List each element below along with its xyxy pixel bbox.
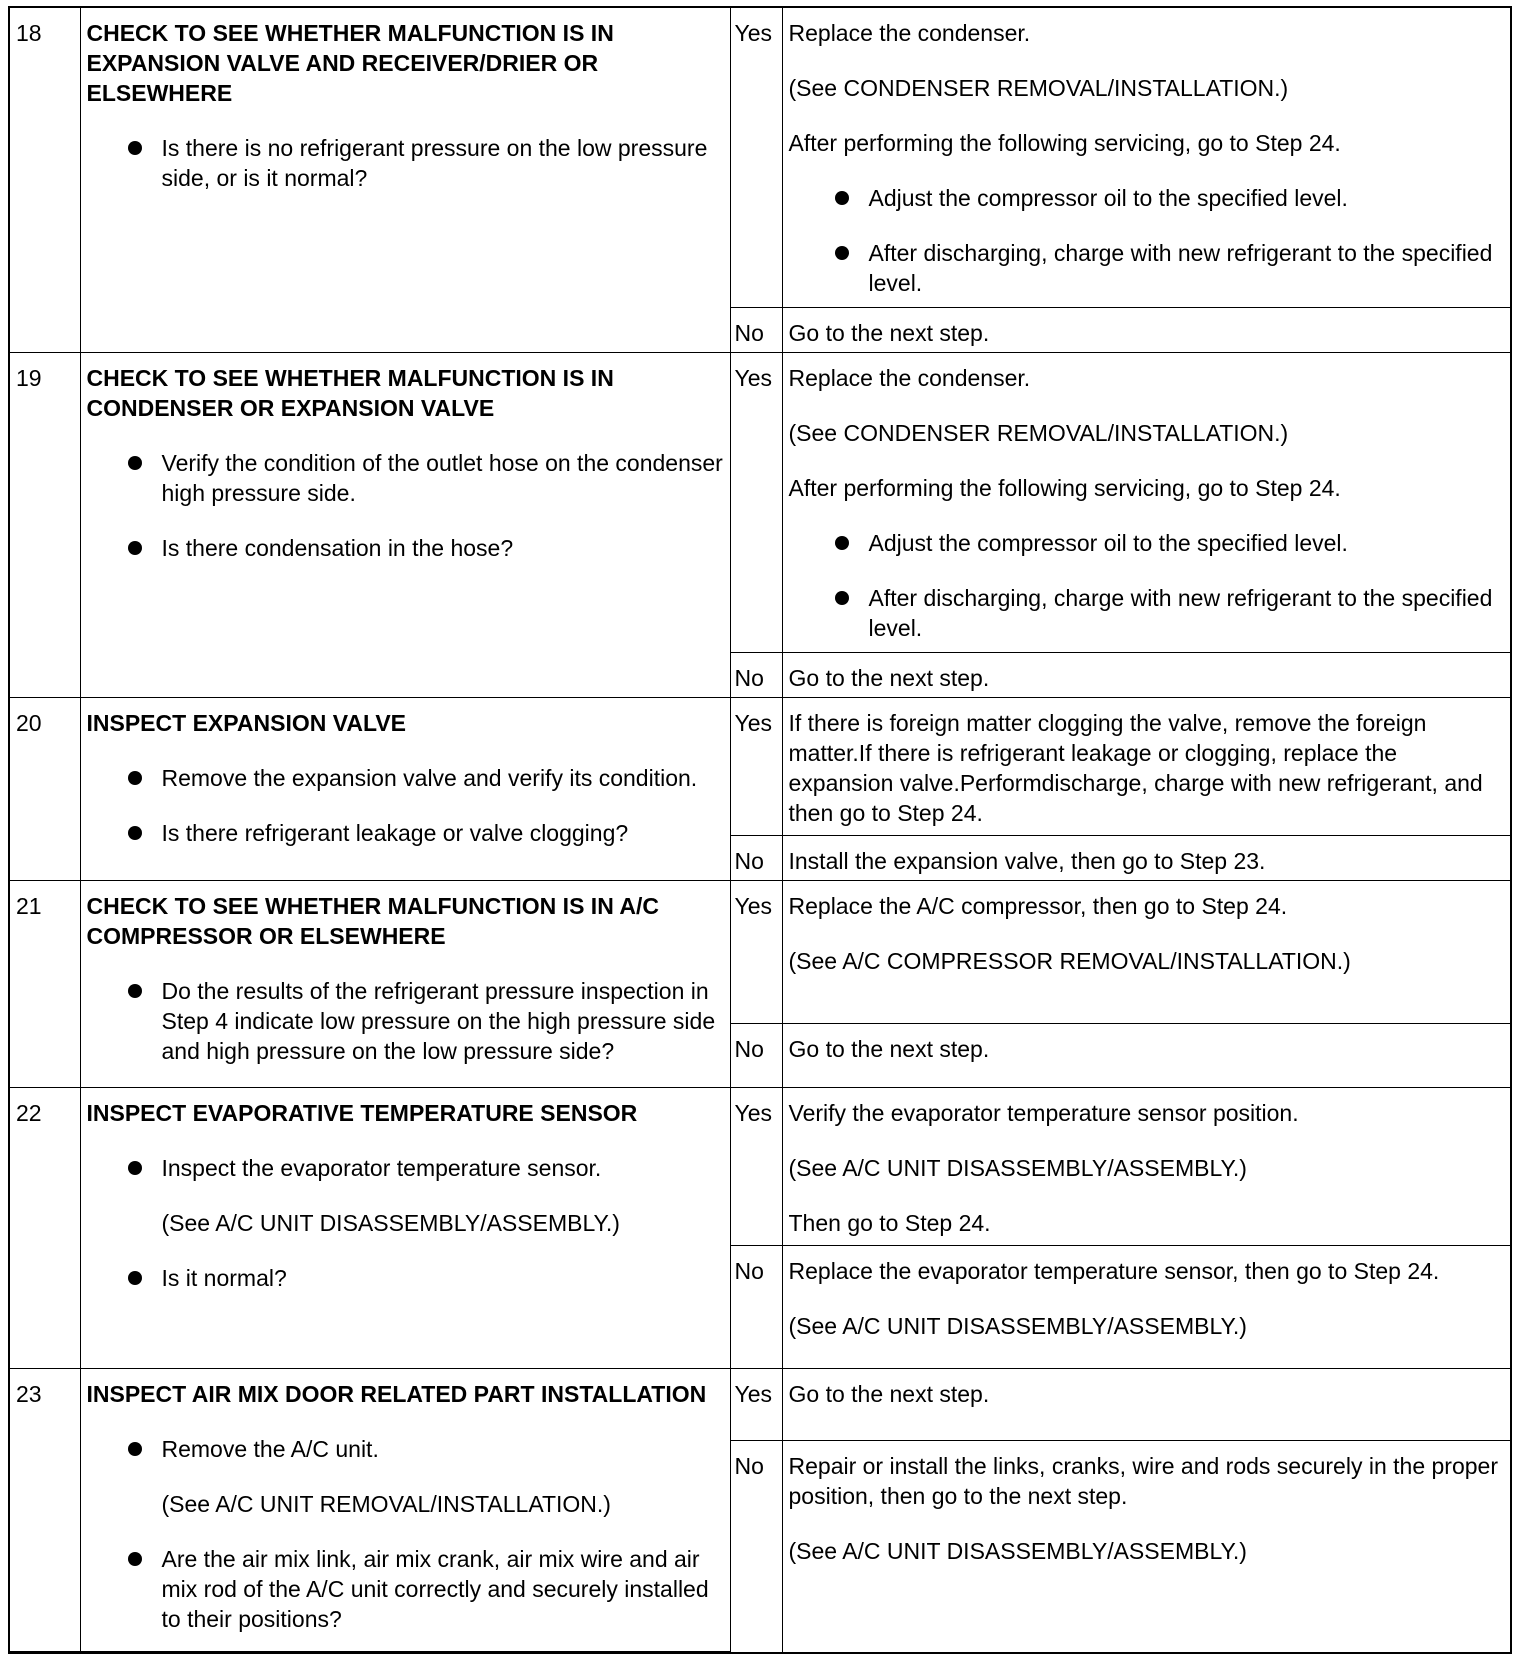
action-text: Is there refrigerant leakage or valve clogging? bbox=[161, 820, 629, 847]
action-text: Is there is no refrigerant pressure on the low pressure side, or is it normal? bbox=[161, 135, 708, 191]
step-title: CHECK TO SEE WHETHER MALFUNCTION IS IN A/C COMPRESSOR OR ELSEWHERE bbox=[86, 893, 659, 950]
no-result bbox=[782, 835, 1510, 881]
yes-label: Yes bbox=[730, 1368, 782, 1440]
yes-result-text: If there is foreign matter clogging the valve, remove the foreign matter.If there is refrigerant leakage or clogging, replace the expansion valve.Performdischarge, charge with new refrigerant, and then go to Step 24. bbox=[788, 710, 1483, 827]
step-action bbox=[80, 881, 730, 1088]
action-item bbox=[162, 976, 724, 1066]
step-action bbox=[80, 8, 730, 353]
no-label: No bbox=[730, 835, 782, 881]
yes-result-item bbox=[869, 528, 1505, 558]
action-list bbox=[87, 763, 724, 848]
action-list bbox=[87, 1153, 724, 1293]
step-action bbox=[80, 1088, 730, 1368]
step-title: CHECK TO SEE WHETHER MALFUNCTION IS IN CONDENSER OR EXPANSION VALVE bbox=[86, 365, 614, 422]
step-number: 18 bbox=[10, 8, 80, 353]
bullet-icon bbox=[128, 984, 142, 998]
action-item bbox=[162, 1263, 724, 1293]
action-reference: (See A/C UNIT DISASSEMBLY/ASSEMBLY.) bbox=[161, 1210, 620, 1237]
yes-label: Yes bbox=[730, 8, 782, 307]
action-list bbox=[87, 1434, 724, 1634]
no-result bbox=[782, 652, 1510, 698]
yes-result-text: After performing the following servicing, go to Step 24. bbox=[788, 475, 1341, 502]
action-text: Remove the expansion valve and verify its condition. bbox=[161, 765, 698, 792]
action-text: Remove the A/C unit. bbox=[161, 1435, 379, 1462]
yes-result bbox=[782, 1088, 1510, 1245]
yes-result bbox=[782, 353, 1510, 653]
no-result-text: Go to the next step. bbox=[788, 664, 990, 691]
step-row bbox=[10, 353, 1510, 653]
action-text: Verify the condition of the outlet hose on the condenser high pressure side. bbox=[161, 450, 723, 507]
yes-label: Yes bbox=[730, 698, 782, 835]
yes-result-item-text: After discharging, charge with new refrigerant to the specified level. bbox=[868, 240, 1493, 296]
yes-result-text: Go to the next step. bbox=[788, 1380, 990, 1407]
yes-result-text: After performing the following servicing, go to Step 24. bbox=[788, 130, 1341, 156]
no-label: No bbox=[730, 1024, 782, 1088]
no-result bbox=[782, 1245, 1510, 1368]
step-number: 23 bbox=[10, 1368, 80, 1651]
action-item bbox=[162, 1153, 724, 1238]
yes-result-text: Replace the condenser. bbox=[788, 20, 1031, 46]
no-result-text: Repair or install the links, cranks, wire and rods securely in the proper position, then go to the next step. bbox=[788, 1452, 1498, 1509]
bullet-icon bbox=[835, 536, 849, 550]
step-row bbox=[10, 698, 1510, 835]
bullet-icon bbox=[128, 771, 142, 785]
action-item bbox=[162, 1434, 724, 1519]
yes-result bbox=[782, 1368, 1510, 1440]
action-text: Inspect the evaporator temperature sensor. bbox=[161, 1155, 602, 1182]
yes-result-text: (See CONDENSER REMOVAL/INSTALLATION.) bbox=[788, 420, 1289, 447]
step-action bbox=[80, 698, 730, 881]
action-item bbox=[162, 533, 724, 563]
action-reference: (See A/C UNIT REMOVAL/INSTALLATION.) bbox=[161, 1490, 611, 1517]
yes-result-text: Replace the A/C compressor, then go to Step 24. bbox=[788, 893, 1288, 920]
step-title: INSPECT AIR MIX DOOR RELATED PART INSTALLATION bbox=[86, 1380, 707, 1407]
yes-result-text: Then go to Step 24. bbox=[788, 1210, 991, 1237]
no-label: No bbox=[730, 652, 782, 698]
no-result bbox=[782, 307, 1510, 353]
step-number: 22 bbox=[10, 1088, 80, 1368]
step-row bbox=[10, 1088, 1510, 1245]
step-row bbox=[10, 881, 1510, 1024]
bullet-icon bbox=[835, 191, 849, 205]
no-label: No bbox=[730, 1245, 782, 1368]
yes-result-item-text: Adjust the compressor oil to the specified level. bbox=[868, 185, 1348, 211]
bullet-icon bbox=[835, 246, 849, 260]
troubleshooting-table-frame bbox=[8, 6, 1512, 1654]
yes-result-item bbox=[869, 183, 1505, 213]
no-result bbox=[782, 1440, 1510, 1651]
step-row bbox=[10, 8, 1510, 307]
yes-result-item bbox=[869, 238, 1505, 298]
action-item bbox=[162, 133, 724, 193]
yes-result-list bbox=[789, 528, 1505, 643]
no-result bbox=[782, 1024, 1510, 1088]
bullet-icon bbox=[128, 456, 142, 470]
step-action bbox=[80, 353, 730, 698]
yes-result-text: (See A/C COMPRESSOR REMOVAL/INSTALLATION.) bbox=[788, 948, 1351, 975]
action-text: Is there condensation in the hose? bbox=[161, 535, 514, 562]
step-number: 19 bbox=[10, 353, 80, 698]
yes-label: Yes bbox=[730, 353, 782, 653]
step-number: 20 bbox=[10, 698, 80, 881]
action-item bbox=[162, 763, 724, 793]
yes-result bbox=[782, 881, 1510, 1024]
yes-label: Yes bbox=[730, 881, 782, 1024]
yes-result bbox=[782, 698, 1510, 835]
no-label: No bbox=[730, 1440, 782, 1651]
action-list bbox=[87, 976, 724, 1066]
step-number: 21 bbox=[10, 881, 80, 1088]
yes-result-item bbox=[869, 583, 1505, 643]
action-text: Is it normal? bbox=[161, 1265, 287, 1292]
action-item bbox=[162, 448, 724, 508]
yes-result-list bbox=[789, 183, 1505, 298]
yes-result bbox=[782, 8, 1510, 307]
action-list bbox=[87, 133, 724, 193]
no-result-text: Replace the evaporator temperature sensor, then go to Step 24. bbox=[788, 1257, 1440, 1284]
no-result-text: (See A/C UNIT DISASSEMBLY/ASSEMBLY.) bbox=[788, 1312, 1247, 1339]
yes-result-item-text: Adjust the compressor oil to the specified level. bbox=[868, 530, 1348, 557]
yes-result-text: (See A/C UNIT DISASSEMBLY/ASSEMBLY.) bbox=[788, 1155, 1247, 1182]
action-text: Do the results of the refrigerant pressure inspection in Step 4 indicate low pressure on the high pressure side and high pressure on the low pressure side? bbox=[161, 978, 716, 1065]
yes-label: Yes bbox=[730, 1088, 782, 1245]
yes-result-item-text: After discharging, charge with new refrigerant to the specified level. bbox=[868, 585, 1493, 642]
bullet-icon bbox=[835, 591, 849, 605]
no-label: No bbox=[730, 307, 782, 353]
no-result-text: Install the expansion valve, then go to Step 23. bbox=[788, 847, 1266, 874]
yes-result-text: (See CONDENSER REMOVAL/INSTALLATION.) bbox=[788, 75, 1289, 101]
bullet-icon bbox=[128, 1271, 142, 1285]
bullet-icon bbox=[128, 1161, 142, 1175]
bullet-icon bbox=[128, 141, 142, 155]
bullet-icon bbox=[128, 1442, 142, 1456]
bullet-icon bbox=[128, 541, 142, 555]
troubleshooting-table bbox=[10, 8, 1510, 1652]
no-result-text: Go to the next step. bbox=[788, 1036, 990, 1063]
action-item bbox=[162, 1544, 724, 1634]
yes-result-text: Verify the evaporator temperature sensor position. bbox=[788, 1100, 1299, 1127]
no-result-text: (See A/C UNIT DISASSEMBLY/ASSEMBLY.) bbox=[788, 1537, 1247, 1564]
step-title: INSPECT EXPANSION VALVE bbox=[86, 710, 406, 737]
bullet-icon bbox=[128, 1552, 142, 1566]
action-item bbox=[162, 818, 724, 848]
step-row bbox=[10, 1368, 1510, 1440]
action-list bbox=[87, 448, 724, 563]
action-text: Are the air mix link, air mix crank, air mix wire and air mix rod of the A/C unit correctly and securely installed to their positions? bbox=[161, 1545, 709, 1632]
step-title: CHECK TO SEE WHETHER MALFUNCTION IS IN EXPANSION VALVE AND RECEIVER/DRIER OR ELSEWHERE bbox=[86, 20, 614, 106]
yes-result-text: Replace the condenser. bbox=[788, 365, 1031, 392]
no-result-text: Go to the next step. bbox=[788, 319, 990, 346]
step-title: INSPECT EVAPORATIVE TEMPERATURE SENSOR bbox=[86, 1100, 638, 1127]
step-action bbox=[80, 1368, 730, 1651]
bullet-icon bbox=[128, 826, 142, 840]
